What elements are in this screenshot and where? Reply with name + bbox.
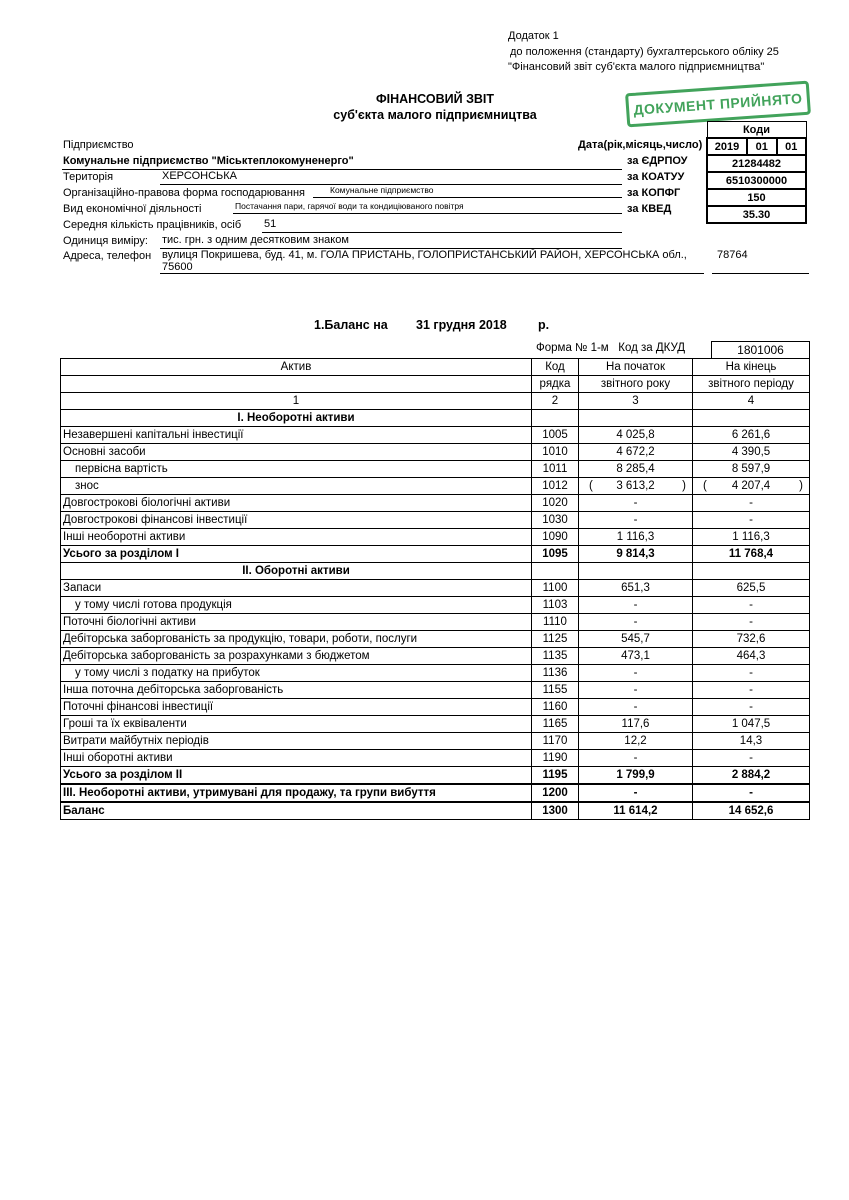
header-asset: Актив bbox=[61, 359, 532, 376]
code-koatuu: 6510300000 bbox=[707, 172, 806, 189]
annex-line-2: до положення (стандарту) бухгалтерського обліку 25 bbox=[510, 46, 779, 58]
territory-label: Територія bbox=[63, 171, 114, 183]
row-start-value: - bbox=[579, 614, 693, 631]
row-end-value: 464,3 bbox=[693, 648, 810, 665]
row-end-value: 14 652,6 bbox=[693, 802, 810, 820]
report-title: ФІНАНСОВИЙ ЗВІТ bbox=[375, 92, 495, 106]
column-numbers-row bbox=[61, 393, 810, 410]
row-end-number: 4 207,4 bbox=[731, 480, 771, 492]
colnum-4: 4 bbox=[693, 393, 810, 410]
table-row bbox=[61, 750, 810, 767]
row-start-value: 4 025,8 bbox=[579, 427, 693, 444]
section-current-assets-blank bbox=[693, 563, 810, 580]
row-code: 1030 bbox=[532, 512, 579, 529]
row-end-value: 4 390,5 bbox=[693, 444, 810, 461]
row-code: 1155 bbox=[532, 682, 579, 699]
enterprise-label: Підприємство bbox=[63, 139, 134, 151]
enterprise-name: Комунальне підприємство "Міськтеплокомуненерго" bbox=[63, 155, 354, 167]
row-code: 1005 bbox=[532, 427, 579, 444]
row-start-value: - bbox=[579, 512, 693, 529]
code-day: 01 bbox=[777, 138, 807, 155]
table-row bbox=[61, 631, 810, 648]
row-code: 1125 bbox=[532, 631, 579, 648]
phone-value: 78764 bbox=[717, 249, 748, 261]
row-start-value: - bbox=[579, 682, 693, 699]
section-current-assets-blank bbox=[532, 563, 579, 580]
row-label: Поточні фінансові інвестиції bbox=[61, 699, 532, 716]
row-start-number: 3 613,2 bbox=[616, 480, 655, 492]
row-end-value: - bbox=[693, 512, 810, 529]
row-label: Гроші та їх еквіваленти bbox=[61, 716, 532, 733]
row-label: первісна вартість bbox=[61, 461, 532, 478]
row-end-value: 14,3 bbox=[693, 733, 810, 750]
table-row bbox=[61, 580, 810, 597]
row-code: 1170 bbox=[532, 733, 579, 750]
employees-label: Середня кількість працівників, осіб bbox=[63, 219, 242, 231]
row-end-value: - bbox=[693, 665, 810, 682]
row-code: 1090 bbox=[532, 529, 579, 546]
table-row bbox=[61, 614, 810, 631]
row-start-value: - bbox=[579, 784, 693, 802]
row-label: Інші необоротні активи bbox=[61, 529, 532, 546]
row-label: Усього за розділом І bbox=[61, 546, 532, 563]
code-kopfg: 150 bbox=[707, 189, 806, 206]
row-code: 1195 bbox=[532, 767, 579, 785]
unit-label: Одиниця виміру: bbox=[63, 235, 148, 247]
row-label: у тому числі з податку на прибуток bbox=[61, 665, 532, 682]
koatuu-label: за КОАТУУ bbox=[627, 171, 685, 183]
row-end-value: 11 768,4 bbox=[693, 546, 810, 563]
unit-value: тис. грн. з одним десятковим знаком bbox=[162, 234, 349, 246]
row-code: 1135 bbox=[532, 648, 579, 665]
header-end-2: звітного періоду bbox=[693, 376, 810, 393]
header-code-1: Код bbox=[532, 359, 579, 376]
row-end-value: 6 261,6 bbox=[693, 427, 810, 444]
row-label: Витрати майбутніх періодів bbox=[61, 733, 532, 750]
row-start-value: 1 116,3 bbox=[579, 529, 693, 546]
row-label: Дебіторська заборгованість за продукцію, товари, роботи, послуги bbox=[61, 631, 532, 648]
row-start-value: 4 672,2 bbox=[579, 444, 693, 461]
row-start-value: - bbox=[579, 665, 693, 682]
section-noncurrent-assets-blank bbox=[579, 410, 693, 427]
territory-value: ХЕРСОНСЬКА bbox=[162, 170, 237, 182]
row-code: 1011 bbox=[532, 461, 579, 478]
row-end-value: 1 116,3 bbox=[693, 529, 810, 546]
row-end-value: - bbox=[693, 495, 810, 512]
row-end-value: - bbox=[693, 614, 810, 631]
section-current-assets-label: ІІ. Оборотні активи bbox=[61, 563, 532, 580]
table-row bbox=[61, 682, 810, 699]
row-start-value: 1 799,9 bbox=[579, 767, 693, 785]
section-noncurrent-assets-blank bbox=[532, 410, 579, 427]
table-row bbox=[61, 444, 810, 461]
row-label: Усього за розділом ІІ bbox=[61, 767, 532, 785]
kopfg-label: за КОПФГ bbox=[627, 187, 681, 199]
table-row bbox=[61, 512, 810, 529]
section-current-assets-blank bbox=[579, 563, 693, 580]
row-code: 1100 bbox=[532, 580, 579, 597]
header-start-2: звітного року bbox=[579, 376, 693, 393]
date-label: Дата(рік,місяць,число) bbox=[578, 139, 703, 151]
activity-value: Постачання пари, гарячої води та кондиціюваного повітря bbox=[235, 201, 464, 211]
table-row bbox=[61, 427, 810, 444]
row-start-value: - bbox=[579, 750, 693, 767]
row-start-value: ( 3 613,2 ) bbox=[579, 478, 693, 495]
row-start-value: - bbox=[579, 597, 693, 614]
row-start-value: 11 614,2 bbox=[579, 802, 693, 820]
table-row bbox=[61, 529, 810, 546]
table-row bbox=[61, 733, 810, 750]
table-row bbox=[61, 495, 810, 512]
address-line-2: 75600 bbox=[162, 261, 193, 273]
address-label: Адреса, телефон bbox=[63, 250, 152, 262]
row-code: 1020 bbox=[532, 495, 579, 512]
balance-year-suffix: р. bbox=[538, 318, 550, 332]
codes-header: Коди bbox=[707, 122, 806, 139]
row-label: Інша поточна дебіторська заборгованість bbox=[61, 682, 532, 699]
row-label: Довгострокові біологічні активи bbox=[61, 495, 532, 512]
code-kved: 35.30 bbox=[707, 206, 806, 223]
row-start-value: 545,7 bbox=[579, 631, 693, 648]
balance-table bbox=[60, 358, 810, 820]
dkud-code: 1801006 bbox=[711, 341, 810, 359]
table-row bbox=[61, 699, 810, 716]
row-start-value: - bbox=[579, 699, 693, 716]
row-label: Поточні біологічні активи bbox=[61, 614, 532, 631]
table-row bbox=[61, 784, 810, 802]
section-current-assets bbox=[61, 563, 810, 580]
address-line-1: вулиця Покришева, буд. 41, м. ГОЛА ПРИСТАНЬ, ГОЛОПРИСТАНСЬКИЙ РАЙОН, ХЕРСОНСЬКА обл., bbox=[162, 249, 687, 261]
row-label: ІІІ. Необоротні активи, утримувані для продажу, та групи вибуття bbox=[61, 784, 532, 802]
table-row bbox=[61, 665, 810, 682]
row-label: Баланс bbox=[61, 802, 532, 820]
row-start-value: - bbox=[579, 495, 693, 512]
activity-label: Вид економічної діяльності bbox=[63, 203, 202, 215]
colnum-2: 2 bbox=[532, 393, 579, 410]
table-row bbox=[61, 597, 810, 614]
code-year: 2019 bbox=[707, 138, 747, 155]
row-code: 1300 bbox=[532, 802, 579, 820]
colnum-1: 1 bbox=[61, 393, 532, 410]
table-row bbox=[61, 648, 810, 665]
header-end-1: На кінець bbox=[693, 359, 810, 376]
table-row bbox=[61, 767, 810, 785]
row-end-value: 732,6 bbox=[693, 631, 810, 648]
row-end-value: 2 884,2 bbox=[693, 767, 810, 785]
row-end-value: 1 047,5 bbox=[693, 716, 810, 733]
row-end-value: - bbox=[693, 750, 810, 767]
row-code: 1190 bbox=[532, 750, 579, 767]
table-row bbox=[61, 546, 810, 563]
section-noncurrent-assets-blank bbox=[693, 410, 810, 427]
row-label: Запаси bbox=[61, 580, 532, 597]
balance-date: 31 грудня 2018 bbox=[416, 318, 507, 332]
row-code: 1165 bbox=[532, 716, 579, 733]
header-code-2: рядка bbox=[532, 376, 579, 393]
row-start-value: 9 814,3 bbox=[579, 546, 693, 563]
section-noncurrent-assets bbox=[61, 410, 810, 427]
row-label: у тому числі готова продукція bbox=[61, 597, 532, 614]
row-code: 1103 bbox=[532, 597, 579, 614]
edrpou-label: за ЄДРПОУ bbox=[627, 155, 688, 167]
report-subtitle: суб'єкта малого підприємництва bbox=[333, 108, 537, 122]
row-label: Незавершені капітальні інвестиції bbox=[61, 427, 532, 444]
row-code: 1200 bbox=[532, 784, 579, 802]
row-end-value: - bbox=[693, 699, 810, 716]
row-end-value: - bbox=[693, 597, 810, 614]
codes-box bbox=[706, 121, 807, 224]
legal-form-label: Організаційно-правова форма господарювання bbox=[63, 187, 305, 199]
row-end-value: - bbox=[693, 784, 810, 802]
legal-form-value: Комунальне підприємство bbox=[330, 185, 434, 195]
employees-value: 51 bbox=[264, 218, 277, 230]
row-end-value: 8 597,9 bbox=[693, 461, 810, 478]
annex-line-1: Додаток 1 bbox=[508, 30, 559, 42]
kved-label: за КВЕД bbox=[627, 203, 672, 215]
row-start-value: 651,3 bbox=[579, 580, 693, 597]
code-month: 01 bbox=[747, 138, 777, 155]
row-code: 1095 bbox=[532, 546, 579, 563]
header-row-1 bbox=[61, 359, 810, 376]
form-label: Форма № 1-м Код за ДКУД bbox=[536, 342, 686, 354]
row-label: Основні засоби bbox=[61, 444, 532, 461]
row-label: Інші оборотні активи bbox=[61, 750, 532, 767]
row-start-value: 117,6 bbox=[579, 716, 693, 733]
row-code: 1136 bbox=[532, 665, 579, 682]
header-row-2 bbox=[61, 376, 810, 393]
row-end-value: ( 4 207,4 ) bbox=[693, 478, 810, 495]
table-row bbox=[61, 461, 810, 478]
accepted-stamp: ДОКУМЕНТ ПРИЙНЯТО bbox=[625, 81, 811, 128]
header-asset-blank bbox=[61, 376, 532, 393]
row-start-value: 12,2 bbox=[579, 733, 693, 750]
table-row bbox=[61, 478, 810, 495]
section-noncurrent-assets-label: І. Необоротні активи bbox=[61, 410, 532, 427]
row-start-value: 473,1 bbox=[579, 648, 693, 665]
colnum-3: 3 bbox=[579, 393, 693, 410]
table-row bbox=[61, 716, 810, 733]
row-code: 1010 bbox=[532, 444, 579, 461]
code-edrpou: 21284482 bbox=[707, 155, 806, 172]
row-code: 1110 bbox=[532, 614, 579, 631]
table-row bbox=[61, 802, 810, 820]
row-label: Довгострокові фінансові інвестиції bbox=[61, 512, 532, 529]
row-end-value: 625,5 bbox=[693, 580, 810, 597]
row-start-value: 8 285,4 bbox=[579, 461, 693, 478]
header-start-1: На початок bbox=[579, 359, 693, 376]
annex-line-3: "Фінансовий звіт суб'єкта малого підприємництва" bbox=[508, 61, 765, 73]
row-label: знос bbox=[61, 478, 532, 495]
row-code: 1012 bbox=[532, 478, 579, 495]
balance-title: 1.Баланс на bbox=[314, 318, 388, 332]
row-code: 1160 bbox=[532, 699, 579, 716]
row-label: Дебіторська заборгованість за розрахунками з бюджетом bbox=[61, 648, 532, 665]
row-end-value: - bbox=[693, 682, 810, 699]
